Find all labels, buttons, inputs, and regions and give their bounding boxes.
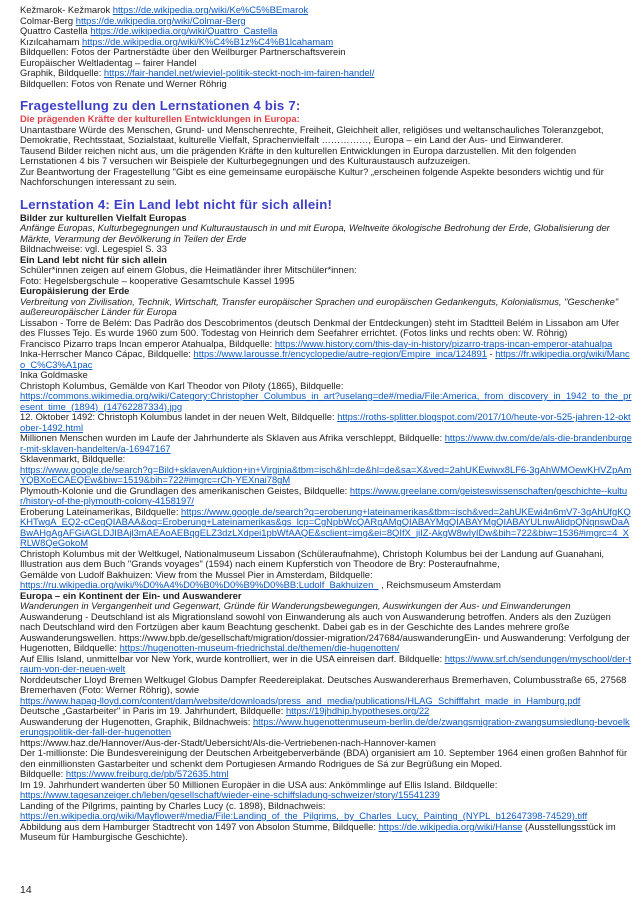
text-run: Kızılcahamam bbox=[20, 35, 82, 47]
text-run: Im 19. Jahrhundert wanderten über 50 Millionen Europäer in die USA aus: Ankömmlinge auf Ellis Island. Bildquelle: bbox=[20, 778, 498, 790]
text-run: Wanderungen in Vergangenheit und Gegenwart, Gründe für Wanderungsbewegungen, Auswirkungen der Aus- und Einwanderungen bbox=[20, 600, 571, 611]
text-run: Tausend Bilder reichen nicht aus, um die prägenden Kräfte in den kulturellen Entwicklungen in Europa darzustellen. Mit den folgenden Lernstationen 4 bis 7 versuchen wir Beispiele der Kulturbegegnungen und des Kulturaustausch aufzuzeigen. bbox=[20, 144, 577, 166]
text-run: Plymouth-Kolonie und die Grundlagen des amerikanischen Geistes, Bildquelle: bbox=[20, 484, 350, 496]
text-line bbox=[20, 507, 632, 549]
hyperlink[interactable]: https://de.wikipedia.org/wiki/K%C4%B1z%C4%B1lcahamam bbox=[82, 35, 334, 47]
hyperlink[interactable]: https://de.wikipedia.org/wiki/Colmar-Berg bbox=[75, 14, 246, 26]
text-run: Landing of the Pilgrims, painting by Charles Lucy (c. 1898), Bildnachweis: bbox=[20, 799, 326, 811]
hyperlink[interactable]: https://en.wikipedia.org/wiki/Mayflower#/media/File:Landing_of_the_Pilgrims,_by_Charles_Lucy,_Painting_(NYPL_b12647398-74529).tiff bbox=[20, 810, 588, 821]
hyperlink[interactable]: https://fair-handel.net/wieviel-politik-steckt-noch-im-fairen-handel/ bbox=[103, 67, 375, 78]
text-run: Fragestellung zu den Lernstationen 4 bis 7: bbox=[20, 98, 301, 113]
text-run: , Reichsmuseum Amsterdam bbox=[378, 579, 501, 590]
text-run: Francisco Pizarro traps Incan emperor Atahualpa, Bildquelle: bbox=[20, 337, 275, 349]
document-body bbox=[20, 5, 632, 843]
text-line bbox=[20, 549, 632, 570]
text-line bbox=[20, 125, 632, 146]
text-run: Anfänge Europas, Kulturbegegnungen und Kulturaustausch in und mit Europa, Weltweite ökologische Bedrohung der Erde, Globalisierung der Märkte, Verarmung der Bevölkerung in Teilen der Erde bbox=[20, 222, 610, 244]
paragraph-gap bbox=[20, 89, 632, 97]
text-run: Norddeutscher Lloyd Bremen Weltkugel Globus Dampfer Reedereiplakat. Deutsches Auswandererhaus Bremerhaven, Columbusstraße 65, 27568 Bremerhaven (Foto: Werner Röhrig), sowie bbox=[20, 673, 627, 695]
hyperlink[interactable]: https://www.greelane.com/geisteswissenschaften/geschichte--kultur/history-of-the-plymouth-colony-4158197/ bbox=[20, 484, 628, 506]
text-run: (Ausstellungsstück im Museum für Hamburgische Geschichte). bbox=[20, 820, 616, 842]
hyperlink[interactable]: https://www.tagesanzeiger.ch/leben/gesellschaft/wieder-eine-schiffsladung-schweizer/story/15541239 bbox=[20, 789, 440, 800]
text-line bbox=[20, 465, 632, 486]
text-run: Christoph Kolumbus mit der Weltkugel, Nationalmuseum Lissabon (Schüleraufnahme), Christoph Kolumbus bei der Landung auf Guanahani, Illustration aus dem Buch "Grands voyages" (1594) nach einem Kupferstich von Theodore de Bry: Posteraufnahme, bbox=[20, 547, 605, 569]
text-run: Europäisierung der Erde bbox=[20, 285, 130, 296]
text-run: Ein Land lebt nicht für sich allein bbox=[20, 253, 167, 265]
hyperlink[interactable]: https://ru.wikipedia.org/wiki/%D0%A4%D0%B0%D0%B9%D0%BB:Ludolf_Bakhuizen_ bbox=[20, 579, 379, 590]
hyperlink[interactable]: https://www.freiburg.de/pb/572635.html bbox=[65, 768, 229, 779]
text-line bbox=[20, 748, 632, 769]
paragraph-gap bbox=[20, 188, 632, 196]
text-run: Auswanderung - Deutschland ist als Migrationsland sowohl von Einwanderung als auch von Auswanderung betroffen. Anders als den Zuzügen nach Deutschland wird den Fortzügen aber kaum Beachtung geschenkt. Dabei gab es in der Geschichte des Landes mehrere große Auswanderungswellen. https://www.bpb.de/gesellschaft/migration/dossier-migration/247684/auswanderungEin- und Auswanderung: Verfolgung der Hugenotten, Bildquelle: bbox=[20, 610, 630, 653]
text-run: Eroberung Lateinamerikas, Bildquelle: bbox=[20, 505, 182, 517]
text-run: Foto: Hegelsbergschule – kooperative Gesamtschule Kassel 1995 bbox=[20, 274, 295, 286]
hyperlink[interactable]: https://de.wikipedia.org/wiki/Ke%C5%BEmarok bbox=[112, 4, 309, 15]
hyperlink[interactable]: https://hugenotten-museum-friedrichstal.de/themen/die-hugenotten/ bbox=[119, 642, 400, 653]
text-line bbox=[20, 318, 632, 339]
text-run: Schüler*innen zeigen auf einem Globus, die Heimatländer ihrer Mitschüler*innen: bbox=[20, 264, 357, 275]
hyperlink[interactable]: https://www.hugenottenmuseum-berlin.de/de/zwangsmigration-zwangsumsiedlung-bevoelkerungspolitik-der-fall-der-hugenotten bbox=[20, 715, 630, 737]
text-line bbox=[20, 822, 632, 843]
hyperlink[interactable]: https://www.google.de/search?q=Bild+sklavenAuktion+in+Virginia&tbm=isch&hl=de&hl=de&sa=X&ved=2ahUKEwiwx8LF6-3gAhWMOewKHVZpAmYQBXoECAEQEw&biw=1519&bih=722#imgrc=rCh-YEXnai78gM bbox=[20, 463, 632, 485]
text-run: Graphik, Bildquelle: bbox=[20, 67, 104, 78]
text-line bbox=[20, 223, 632, 244]
text-run: - bbox=[486, 348, 496, 359]
text-run: Gemälde von Ludolf Bakhuizen: View from the Mussel Pier in Amsterdam, Bildquelle: bbox=[20, 568, 373, 580]
hyperlink[interactable]: https://www.google.de/search?q=eroberung+lateinamerikas&tbm=isch&ved=2ahUKEwi4n6mV7-3gAhUfgKQKHTwgA_EQ2-cCegQIABAA&oq=Eroberung+Lateinamerikas&gs_lcp=CgNpbWcQARgAMgQIABAYMgQIABAYMgQIABAYULnwAlidpQNqnswDaABwAHgAgAFGiAGLDJIBAjl3mAEAoAEBqgELZ3dzLXdpei1pbWfAAQE&sclient=img&ei=8QIfX_jiIZ-AkgW8wIyIDw&bih=722&biw=1536#imgrc=4_XRLW8QeGokoM bbox=[20, 505, 631, 548]
text-run: Der 1-millionste: Die Bundesvereinigung der Deutschen Arbeitgeberverbände (BDA) organisiert am 10. September 1964 einen großen Bahnhof für den einmillionsten Gastarbeiter und schenkt dem Portugiesen Armando Rodrigues de Sá zur Begrüßung ein Moped. bbox=[20, 747, 628, 769]
hyperlink[interactable]: https://www.larousse.fr/encyclopedie/autre-region/Empire_inca/124891 bbox=[193, 348, 487, 359]
text-run: Deutsche „Gastarbeiter" in Paris im 19. Jahrhundert, Bildquelle: bbox=[20, 705, 286, 716]
hyperlink[interactable]: https://www.history.com/this-day-in-history/pizarro-traps-incan-emperor-atahualpa bbox=[274, 337, 613, 349]
text-run: Europäischer Weltladentag – fairer Handel bbox=[20, 56, 197, 68]
text-line bbox=[20, 79, 632, 90]
text-line bbox=[20, 654, 632, 675]
text-run: Kežmarok- Kežmarok bbox=[20, 4, 113, 15]
text-run: Bildquelle: bbox=[20, 768, 66, 779]
text-run: Lissabon - Torre de Belém: Das Padrão dos Descobrimentos (deutsch Denkmal der Entdeckungen) steht im Stadtteil Belém in Lissabon am Ufer des Flusses Tejo. Es wurde 1960 zum 500. Todestag von Heinrich dem Seefahrer errichtet. (Fotos links und rechts oben: W. Röhrig) bbox=[20, 316, 620, 338]
hyperlink[interactable]: https://de.wikipedia.org/wiki/Quattro_Castella bbox=[90, 25, 278, 36]
text-run: Die prägenden Kräfte der kulturellen Entwicklungen in Europa: bbox=[20, 113, 300, 124]
section-heading bbox=[20, 98, 632, 113]
text-line bbox=[20, 146, 632, 167]
text-run: Bilder zur kulturellen Vielfalt Europas bbox=[20, 211, 187, 223]
text-line bbox=[20, 486, 632, 507]
page-number: 14 bbox=[20, 884, 32, 896]
text-line bbox=[20, 412, 632, 433]
text-run: Christoph Kolumbus, Gemälde von Karl Theodor von Piloty (1865), Bildquelle: bbox=[20, 379, 344, 391]
section-heading bbox=[20, 197, 632, 212]
hyperlink[interactable]: https://de.wikipedia.org/wiki/Hanse bbox=[378, 820, 523, 832]
hyperlink[interactable]: https://roths-splitter.blogspot.com/2017/10/heute-vor-525-jahren-12-oktober-1492.html bbox=[20, 411, 631, 433]
text-line bbox=[20, 717, 632, 738]
text-run: Bildquellen: Fotos der Partnerstädte über den Weilburger Partnerschaftsverein bbox=[20, 46, 346, 57]
hyperlink[interactable]: https://fr.wikipedia.org/wiki/Manco_C%C3%A1pac bbox=[20, 348, 630, 370]
text-run: Verbreitung von Zivilisation, Technik, Wirtschaft, Transfer europäischer Sprachen und europäischen Gedankenguts, Kolonialismus, "Geschenke" außereuropäischer Länder für Europa bbox=[20, 295, 619, 317]
text-line bbox=[20, 675, 632, 696]
text-run: Auf Ellis Island, unmittelbar vor New York, wurde kontrolliert, wer in die USA einreisen darf. Bildquelle: bbox=[20, 652, 445, 664]
text-run: Abbildung aus dem Hamburger Stadtrecht von 1497 von Absolon Stumme, Bildquelle: bbox=[20, 820, 379, 832]
text-run: Colmar-Berg bbox=[20, 14, 76, 26]
text-line bbox=[20, 349, 632, 370]
text-run: 12. Oktober 1492: Christoph Kolumbus landet in der neuen Welt, Bildquelle: bbox=[20, 411, 338, 422]
hyperlink[interactable]: https://www.srf.ch/sendungen/myschool/der-traum-von-der-neuen-welt bbox=[20, 652, 632, 674]
text-run: Millionen Menschen wurden im Laufe der Jahrhunderte als Sklaven aus Afrika verschleppt, Bildquelle: bbox=[20, 432, 445, 443]
text-run: Europa – ein Kontinent der Ein- und Auswanderer bbox=[20, 589, 242, 601]
text-line bbox=[20, 391, 632, 412]
text-run: Quattro Castella bbox=[20, 25, 91, 36]
hyperlink[interactable]: https://www.dw.com/de/als-die-brandenburger-mit-sklaven-handelten/a-16947167 bbox=[20, 432, 632, 454]
hyperlink[interactable]: https://commons.wikimedia.org/wiki/Category:Christopher_Columbus_in_art?uselang=de#/media/File:America,_from_discovery_in_1942_to_the_present_time_(1894)_(14762287334).jpg bbox=[20, 390, 632, 412]
text-run: Unantastbare Würde des Menschen, Grund- und Menschenrechte, Freiheit, Gleichheit aller, religiöses und weltanschauliches Toleranzgebot, Demokratie, Rechtsstaat, Sozialstaat, kulturelle Vielfalt, Sprachenvielfalt ……………, Europa – ein Land der Aus- und Einwanderer. bbox=[20, 123, 604, 145]
hyperlink[interactable]: https://www.hapag-lloyd.com/content/dam/website/downloads/press_and_media/publications/HLAG_Schifffahrt_made_in_Hamburg.pdf bbox=[20, 694, 581, 706]
text-run: Auswanderung der Hugenotten, Graphik, Bildnachweis: bbox=[20, 715, 253, 727]
text-run: Zur Beantwortung der Fragestellung "Gibt es eine gemeinsame europäische Kultur? „erscheinen folgende Aspekte besonders wichtig und für Nachforschungen interessant zu sein. bbox=[20, 165, 604, 187]
text-line bbox=[20, 433, 632, 454]
text-line bbox=[20, 167, 632, 188]
text-line bbox=[20, 297, 632, 318]
text-run: Inka Goldmaske bbox=[20, 369, 88, 380]
text-run: Sklavenmarkt, Bildquelle: bbox=[20, 453, 126, 464]
text-run: Lernstation 4: Ein Land lebt nicht für sich allein! bbox=[20, 196, 333, 212]
text-run: Inka-Herrscher Manco Cápac, Bildquelle: bbox=[20, 348, 194, 359]
text-line bbox=[20, 612, 632, 654]
text-run: Bildquellen: Fotos von Renate und Werner Röhrig bbox=[20, 77, 227, 89]
text-run: https://www.haz.de/Hannover/Aus-der-Stadt/Uebersicht/Als-die-Vertriebenen-nach-Hannover-kamen bbox=[20, 736, 436, 748]
hyperlink[interactable]: https://19jhdhip.hypotheses.org/22 bbox=[285, 705, 430, 716]
text-run: Bildnachweise: vgl. Legespiel S. 33 bbox=[20, 243, 167, 254]
